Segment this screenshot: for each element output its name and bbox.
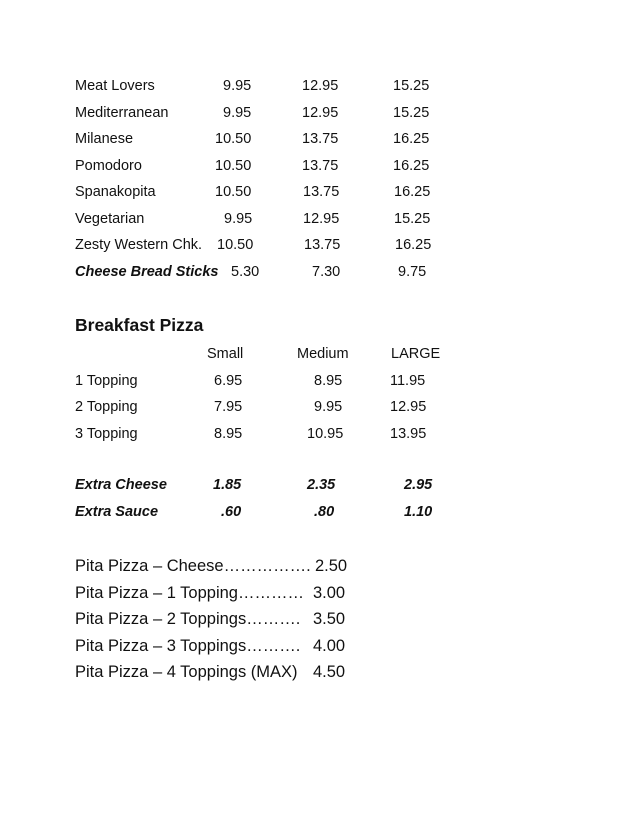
price-medium: 13.75 [302, 158, 339, 174]
price-medium: 12.95 [302, 105, 339, 121]
specialty-row-mediterranean [0, 102, 638, 124]
item-name: Pita Pizza – 1 Topping………… [75, 584, 304, 602]
item-name: Pomodoro [75, 158, 142, 174]
item-name: Zesty Western Chk. [75, 237, 203, 253]
pita-row-3-toppings [0, 633, 638, 659]
item-price: 3.50 [313, 610, 346, 628]
specialty-row-spanakopita [0, 181, 638, 203]
price-medium: 12.95 [302, 78, 339, 94]
price-large: 1.10 [404, 504, 433, 520]
price-small: 9.95 [223, 105, 252, 121]
item-price: 3.00 [313, 584, 346, 602]
item-name: 3 Topping [75, 426, 138, 442]
item-name: Cheese Bread Sticks [75, 264, 219, 280]
breakfast-row-2-topping [0, 396, 638, 418]
price-small: 9.95 [223, 78, 252, 94]
price-medium: 7.30 [312, 264, 341, 280]
extra-row-sauce [0, 501, 638, 523]
price-medium: 9.95 [314, 399, 343, 415]
price-small: 10.50 [215, 158, 252, 174]
item-name: Pita Pizza – 3 Toppings………. [75, 637, 301, 655]
specialty-row-milanese [0, 128, 638, 150]
price-large: 11.95 [390, 373, 426, 389]
item-name: 1 Topping [75, 373, 138, 389]
price-small: 1.85 [213, 477, 242, 493]
item-name: Vegetarian [75, 211, 145, 227]
price-large: 15.25 [393, 105, 430, 121]
price-medium: 12.95 [303, 211, 340, 227]
item-price: 2.50 [315, 557, 348, 575]
header-small: Small [207, 346, 244, 362]
item-name: Extra Cheese [75, 477, 167, 493]
price-large: 16.25 [393, 131, 430, 147]
specialty-row-meat-lovers [0, 75, 638, 97]
price-large: 16.25 [394, 184, 431, 200]
item-name: Pita Pizza – Cheese……………. [75, 557, 311, 575]
specialty-row-zesty-western [0, 234, 638, 256]
price-large: 9.75 [398, 264, 427, 280]
extra-row-cheese [0, 474, 638, 496]
specialty-row-cheese-bread-sticks [0, 261, 638, 283]
price-medium: 13.75 [304, 237, 341, 253]
item-price: 4.00 [313, 637, 346, 655]
price-small: .60 [221, 504, 242, 520]
breakfast-size-header [0, 343, 638, 365]
item-name: Pita Pizza – 2 Toppings………. [75, 610, 301, 628]
pita-row-1-topping [0, 580, 638, 606]
price-medium: 8.95 [314, 373, 343, 389]
item-name: Milanese [75, 131, 134, 147]
price-large: 12.95 [390, 399, 427, 415]
price-medium: 10.95 [307, 426, 344, 442]
item-name: Meat Lovers [75, 78, 155, 94]
price-small: 7.95 [214, 399, 243, 415]
item-name: 2 Topping [75, 399, 138, 415]
specialty-row-vegetarian [0, 208, 638, 230]
item-name: Mediterranean [75, 105, 169, 121]
price-large: 13.95 [390, 426, 427, 442]
price-medium: 2.35 [307, 477, 336, 493]
price-large: 16.25 [393, 158, 430, 174]
item-name: Pita Pizza – 4 Toppings (MAX) [75, 663, 298, 681]
specialty-row-pomodoro [0, 155, 638, 177]
price-small: 9.95 [224, 211, 253, 227]
price-small: 5.30 [231, 264, 260, 280]
price-small: 10.50 [215, 131, 252, 147]
price-small: 10.50 [215, 184, 252, 200]
price-large: 15.25 [394, 211, 431, 227]
price-medium: 13.75 [303, 184, 340, 200]
price-medium: .80 [314, 504, 335, 520]
price-large: 16.25 [395, 237, 432, 253]
header-medium: Medium [297, 346, 349, 362]
price-small: 8.95 [214, 426, 243, 442]
price-medium: 13.75 [302, 131, 339, 147]
item-name: Extra Sauce [75, 504, 159, 520]
pita-row-cheese [0, 553, 638, 579]
pita-row-4-toppings [0, 659, 638, 685]
price-small: 10.50 [217, 237, 254, 253]
price-large: 15.25 [393, 78, 430, 94]
header-large: LARGE [391, 346, 441, 362]
item-price: 4.50 [313, 663, 346, 681]
breakfast-pizza-heading: Breakfast Pizza [75, 315, 204, 335]
item-name: Spanakopita [75, 184, 156, 200]
price-small: 6.95 [214, 373, 243, 389]
price-large: 2.95 [404, 477, 433, 493]
breakfast-row-3-topping [0, 423, 638, 445]
breakfast-row-1-topping [0, 370, 638, 392]
pita-row-2-toppings [0, 606, 638, 632]
